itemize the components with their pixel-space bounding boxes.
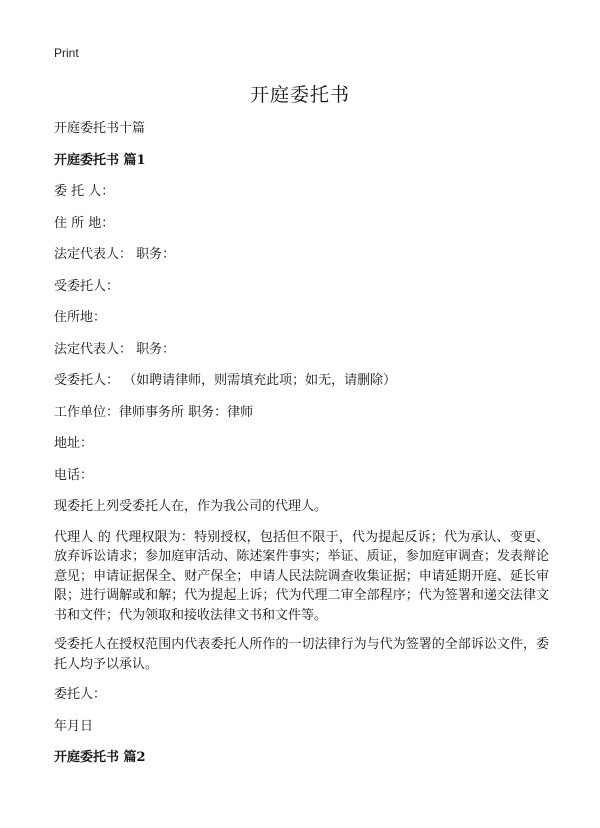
field-agent-lawyer: 受委托人： （如聘请律师，则需填充此项；如无，请删除） [54,373,397,388]
paragraph-acknowledgement: 受委托人在授权范围内代表委托人所作的一切法律行为与代为签署的全部诉讼文件，委托人均予以承认。 [54,637,549,672]
statement-appointment: 现委托上列受委托人在，作为我公司的代理人。 [54,499,328,514]
field-principal-address: 住 所 地： [54,215,115,231]
signature-date: 年月日 [54,718,94,734]
document-title: 开庭委托书 [249,84,350,106]
section-heading-2: 开庭委托书 篇2 [54,750,146,765]
field-principal-legal-rep: 法定代表人： 职务： [54,247,176,262]
field-phone: 电话： [54,467,94,483]
field-agent-legal-rep: 法定代表人： 职务： [54,341,176,357]
field-agent: 受委托人： [54,278,120,294]
section-heading-1: 开庭委托书 篇1 [54,152,146,168]
field-address: 地址： [54,436,94,451]
signature-principal: 委托人： [54,687,107,702]
print-link[interactable]: Print [54,46,79,60]
paragraph-authority-scope: 代理人 的 代理权限为：特别授权，包括但不限于，代为提起反诉；代为承认、变更、放弃诉讼请求；参加庭审活动、陈述案件事实；举证、质证，参加庭审调查；发表辩论意见；申请证据保全、财产保全；申请人民法院调查收集证据；申请延期开庭、延长审限；进行调解或和解；代为提起上诉；代为代理二审全部程序；代为签署和递交法律文书和文件；代为领取和接收法律文书和文件等。 [54,529,549,623]
document-subtitle: 开庭委托书十篇 [54,121,146,136]
field-work-unit: 工作单位：律师事务所 职务：律师 [54,404,254,420]
field-principal: 委 托 人： [54,184,115,199]
field-agent-address: 住所地： [54,310,107,325]
document-body [54,118,549,779]
